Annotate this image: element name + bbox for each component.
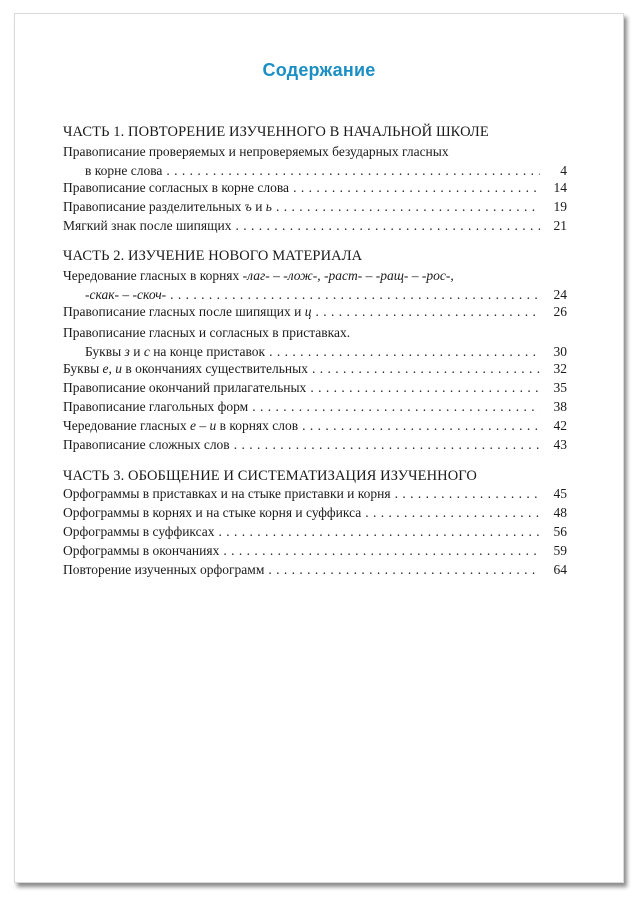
page-number: 38 [553, 399, 567, 414]
toc-entry [63, 142, 567, 180]
page-number: 30 [553, 344, 567, 359]
entry-text: Правописание гласных и согласных в приставках. [63, 325, 351, 340]
page-number: 21 [553, 218, 567, 233]
entry-text: Повторение изученных орфограмм [63, 562, 265, 577]
toc-entry [63, 218, 567, 237]
toc-entry [63, 323, 567, 361]
leader-dots [315, 304, 540, 320]
page-number: 24 [553, 287, 567, 302]
toc-entry [63, 361, 567, 380]
entry-text: Правописание разделительных ъ и ь [63, 199, 272, 214]
leader-dots [269, 342, 540, 361]
leader-dots [310, 380, 540, 396]
toc-entry [63, 486, 567, 505]
entry-text: Орфограммы в суффиксах [63, 524, 215, 539]
table-of-contents [63, 122, 567, 589]
entry-text: Правописание проверяемых и непроверяемых безударных гласных [63, 144, 449, 159]
toc-entry [63, 399, 567, 418]
page-number: 32 [553, 361, 567, 376]
toc-part-1 [63, 122, 567, 237]
page-number: 64 [553, 562, 567, 577]
leader-dots [170, 285, 540, 304]
entry-text: Правописание согласных в корне слова [63, 180, 290, 195]
toc-entry [63, 562, 567, 581]
entry-text: Орфограммы в корнях и на стыке корня и суффикса [63, 505, 362, 520]
part-heading: ЧАСТЬ 1. ПОВТОРЕНИЕ ИЗУЧЕННОГО В НАЧАЛЬНОЙ ШКОЛЕ [63, 124, 489, 140]
leader-dots [365, 505, 540, 521]
entry-text-continued: в корне слова [85, 163, 163, 178]
toc-entry [63, 199, 567, 218]
page-number: 19 [553, 199, 567, 214]
leader-dots [219, 524, 540, 540]
entry-text: Правописание гласных после шипящих и ц [63, 304, 312, 319]
entry-text: Чередование гласных е – и в корнях слов [63, 418, 299, 433]
toc-entry [63, 180, 567, 199]
page-number: 56 [553, 524, 567, 539]
leader-dots [268, 562, 540, 578]
entry-text-continued: -скак- – -скоч- [85, 287, 167, 302]
leader-dots [293, 180, 540, 196]
document-page [14, 13, 624, 883]
toc-entry [63, 437, 567, 456]
toc-entry [63, 266, 567, 304]
page-number: 42 [553, 418, 567, 433]
page-number: 14 [553, 180, 567, 195]
page-number: 45 [553, 486, 567, 501]
leader-dots [312, 361, 540, 377]
page-number: 26 [553, 304, 567, 319]
toc-entry [63, 418, 567, 437]
entry-text: Правописание окончаний прилагательных [63, 380, 307, 395]
page-number: 4 [560, 163, 567, 178]
toc-part-3 [63, 466, 567, 581]
entry-text: Орфограммы в приставках и на стыке приставки и корня [63, 486, 391, 501]
part-heading: ЧАСТЬ 3. ОБОБЩЕНИЕ И СИСТЕМАТИЗАЦИЯ ИЗУЧЕННОГО [63, 468, 478, 484]
entry-text: Буквы е, и в окончаниях существительных [63, 361, 308, 376]
toc-entry [63, 505, 567, 524]
leader-dots [223, 543, 540, 559]
entry-text-continued: Буквы з и с на конце приставок [85, 344, 266, 359]
leader-dots [166, 161, 540, 180]
toc-entry [63, 304, 567, 323]
entry-text: Правописание сложных слов [63, 437, 230, 452]
toc-part-2 [63, 246, 567, 456]
entry-text: Чередование гласных в корнях -лаг- – -лож-, -раст- – -ращ- – -рос-, [63, 268, 454, 283]
leader-dots [395, 486, 540, 502]
entry-text: Правописание глагольных форм [63, 399, 249, 414]
page-number: 59 [553, 543, 567, 558]
page-title: Содержание [262, 60, 376, 80]
toc-entry [63, 524, 567, 543]
part-heading: ЧАСТЬ 2. ИЗУЧЕНИЕ НОВОГО МАТЕРИАЛА [63, 248, 363, 264]
leader-dots [252, 399, 540, 415]
page-number: 43 [553, 437, 567, 452]
entry-text: Мягкий знак после шипящих [63, 218, 232, 233]
toc-entry [63, 543, 567, 562]
leader-dots [235, 218, 540, 234]
leader-dots [302, 418, 540, 434]
entry-text: Орфограммы в окончаниях [63, 543, 220, 558]
page-number: 48 [553, 505, 567, 520]
page-number: 35 [553, 380, 567, 395]
toc-entry [63, 380, 567, 399]
leader-dots [276, 199, 540, 215]
leader-dots [234, 437, 540, 453]
